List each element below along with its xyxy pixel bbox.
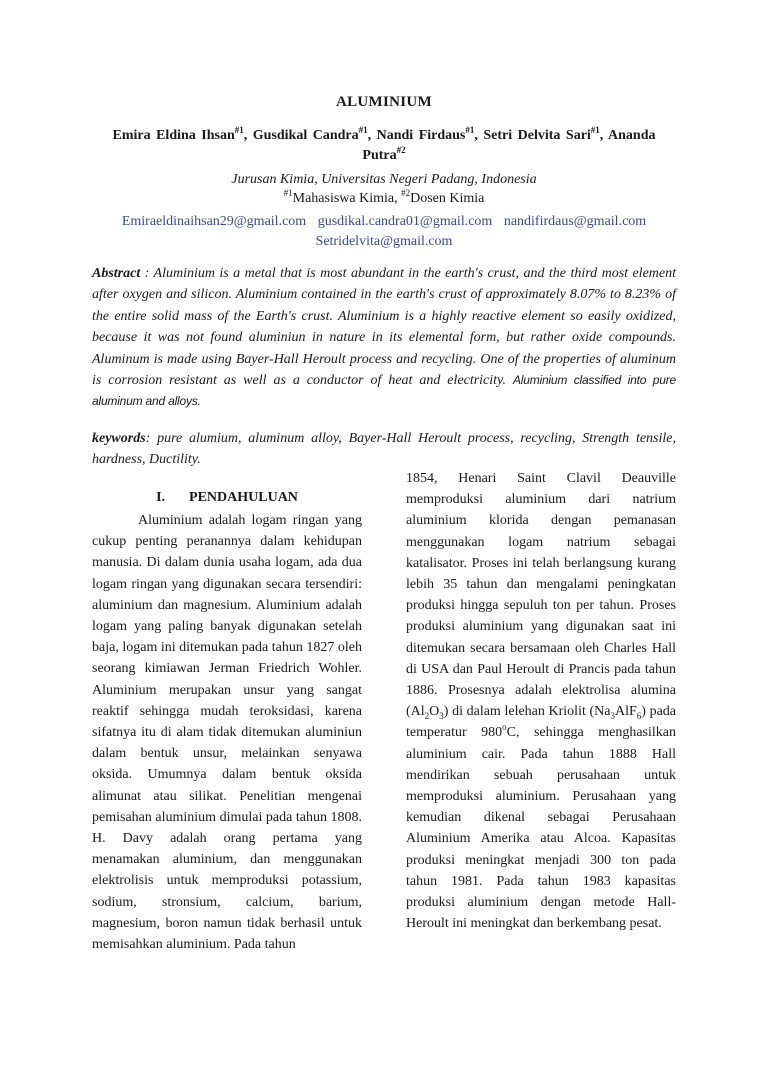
author-name: Nandi Firdaus <box>376 128 466 143</box>
superscript: o <box>502 722 507 733</box>
section-title: PENDAHULUAN <box>189 490 298 505</box>
abstract-tail: Aluminium classified into pure aluminum and alloys. <box>92 373 677 409</box>
right-column <box>406 468 676 934</box>
role-label: Dosen Kimia <box>410 191 485 206</box>
abstract-text: Aluminium is a metal that is most abundant in the earth's crust, and the third most element after oxygen and silicon. Aluminium contained in the earth's crust of approximately 8.07% to 8.23% of the entire solid mass of the Earth's crust. Aluminium is a highly reactive element so easily oxidized, because it was not found aluminiun in nature in its elemental form, but rather oxide compounds. Aluminum is made using Bayer-Hall Heroult process and recycling. One of the properties of aluminum is corrosion resistant as well as a conductor of heat and electricity. <box>92 266 676 389</box>
author-separator: , <box>367 128 377 143</box>
affiliation: Jurusan Kimia, Universitas Negeri Padang, Indonesia <box>231 172 537 187</box>
text-run: ) pada temperatur 980 <box>406 704 677 741</box>
author-name: Emira Eldina Ihsan <box>112 128 235 143</box>
email-link[interactable]: Setridelvita@gmail.com <box>315 234 453 249</box>
text-run: O <box>429 704 440 720</box>
author-name: Gusdikal Candra <box>252 128 359 143</box>
role-label: Mahasiswa Kimia, <box>292 191 402 206</box>
author-mark: #1 <box>465 125 475 135</box>
email-link[interactable]: Emiraeldinaihsan29@gmail.com <box>121 214 307 229</box>
section-heading <box>92 490 362 506</box>
email-link[interactable]: nandifirdaus@gmail.com <box>503 214 647 229</box>
author-separator: , <box>599 128 609 143</box>
author-separator: , <box>243 128 253 143</box>
author-separator: , <box>474 128 484 143</box>
author-mark: #1 <box>234 125 244 135</box>
author-name: Ananda Putra <box>362 128 656 163</box>
text-run: C, sehingga menghasilkan aluminium cair. Pada tahun 1888 Hall mendirikan sebuah perusahaan untuk memproduksi aluminium. Perusahaan yang kemudian dikenal sebagai Perusahaan Aluminium Amerika atau Alcoa. Kapasitas produksi meningkat menjadi 300 ton pada tahun 1981. Pada tahun 1983 kapasitas produksi aluminium dengan metode Hall-Heroult ini meningkat dan berkembang pesat. <box>406 725 676 932</box>
author-name: Setri Delvita Sari <box>483 128 591 143</box>
keywords <box>92 428 676 470</box>
text-run: AlF <box>614 704 637 720</box>
abstract-label: Abstract <box>92 266 141 281</box>
email-list <box>88 212 680 252</box>
paper-title: ALUMINIUM <box>335 94 433 110</box>
section-number: I. <box>156 490 166 505</box>
left-column-text: Aluminium adalah logam ringan yang cukup penting peranannya dalam kehidupan manusia. Di dalam dunia usaha logam, ada dua logam ringan yang digunakan secara tersendiri: aluminium dan magnesium. Aluminium adalah logam yang paling banyak digunakan setelah baja, logam ini ditemukan pada tahun 1827 oleh seorang kimiawan Jerman Friedrich Wohler. Aluminium merupakan unsur yang sangat reaktif sehingga mudah teroksidasi, karena sifatnya itu di alam tidak ditemukan aluminiun dalam bentuk unsur, melainkan senyawa oksida. Umumnya dalam bentuk oksida alimunat atau silikat. Penelitian mengenai pemisahan aluminium dimulai pada tahun 1808. H. Davy adalah orang pertama yang menamakan aluminium, dan menggunakan elektrolisis untuk memproduksi potassium, sodium, stronsium, calcium, barium, magnesium, boron namun tidak berhasil untuk memisahkan aluminium. Pada tahun <box>92 513 362 953</box>
text-run: ) di dalam lelehan Kriolit (Na <box>443 704 611 720</box>
subscript: 3 <box>610 711 615 722</box>
author-roles <box>0 188 768 207</box>
abstract <box>92 263 676 413</box>
abstract-separator: : <box>140 266 154 281</box>
author-mark: #1 <box>358 125 368 135</box>
author-mark: #2 <box>396 145 406 155</box>
subscript: 2 <box>424 711 430 722</box>
text-run: 1854, Henari Saint Clavil Deauville memproduksi aluminium dari natrium aluminium klorida dengan pemanasan menggunakan logam natrium sebagai katalisator. Proses ini telah berlangsung kurang lebih 35 tahun dan mengalami peningkatan produksi hingga sepuluh ton per tahun. Proses produksi aluminium yang digunakan saat ini ditemukan secara bersamaan oleh Charles Hall di USA dan Paul Heroult di Prancis pada tahun 1886. Prosesnya adalah elektrolisa alumina (Al <box>406 471 676 720</box>
author-mark: #1 <box>590 125 600 135</box>
role-mark: #2 <box>401 188 411 198</box>
subscript: 3 <box>439 711 444 722</box>
author-list <box>92 126 676 166</box>
keywords-label: keywords <box>92 431 146 446</box>
role-mark: #1 <box>283 188 293 198</box>
keywords-text: : pure alumium, aluminum alloy, Bayer-Hall Heroult process, recycling, Strength tensile, hardness, Ductility. <box>92 431 676 467</box>
right-column-text <box>406 468 676 934</box>
left-column <box>92 510 362 955</box>
email-link[interactable]: gusdikal.candra01@gmail.com <box>317 214 493 229</box>
subscript: 6 <box>636 711 642 722</box>
